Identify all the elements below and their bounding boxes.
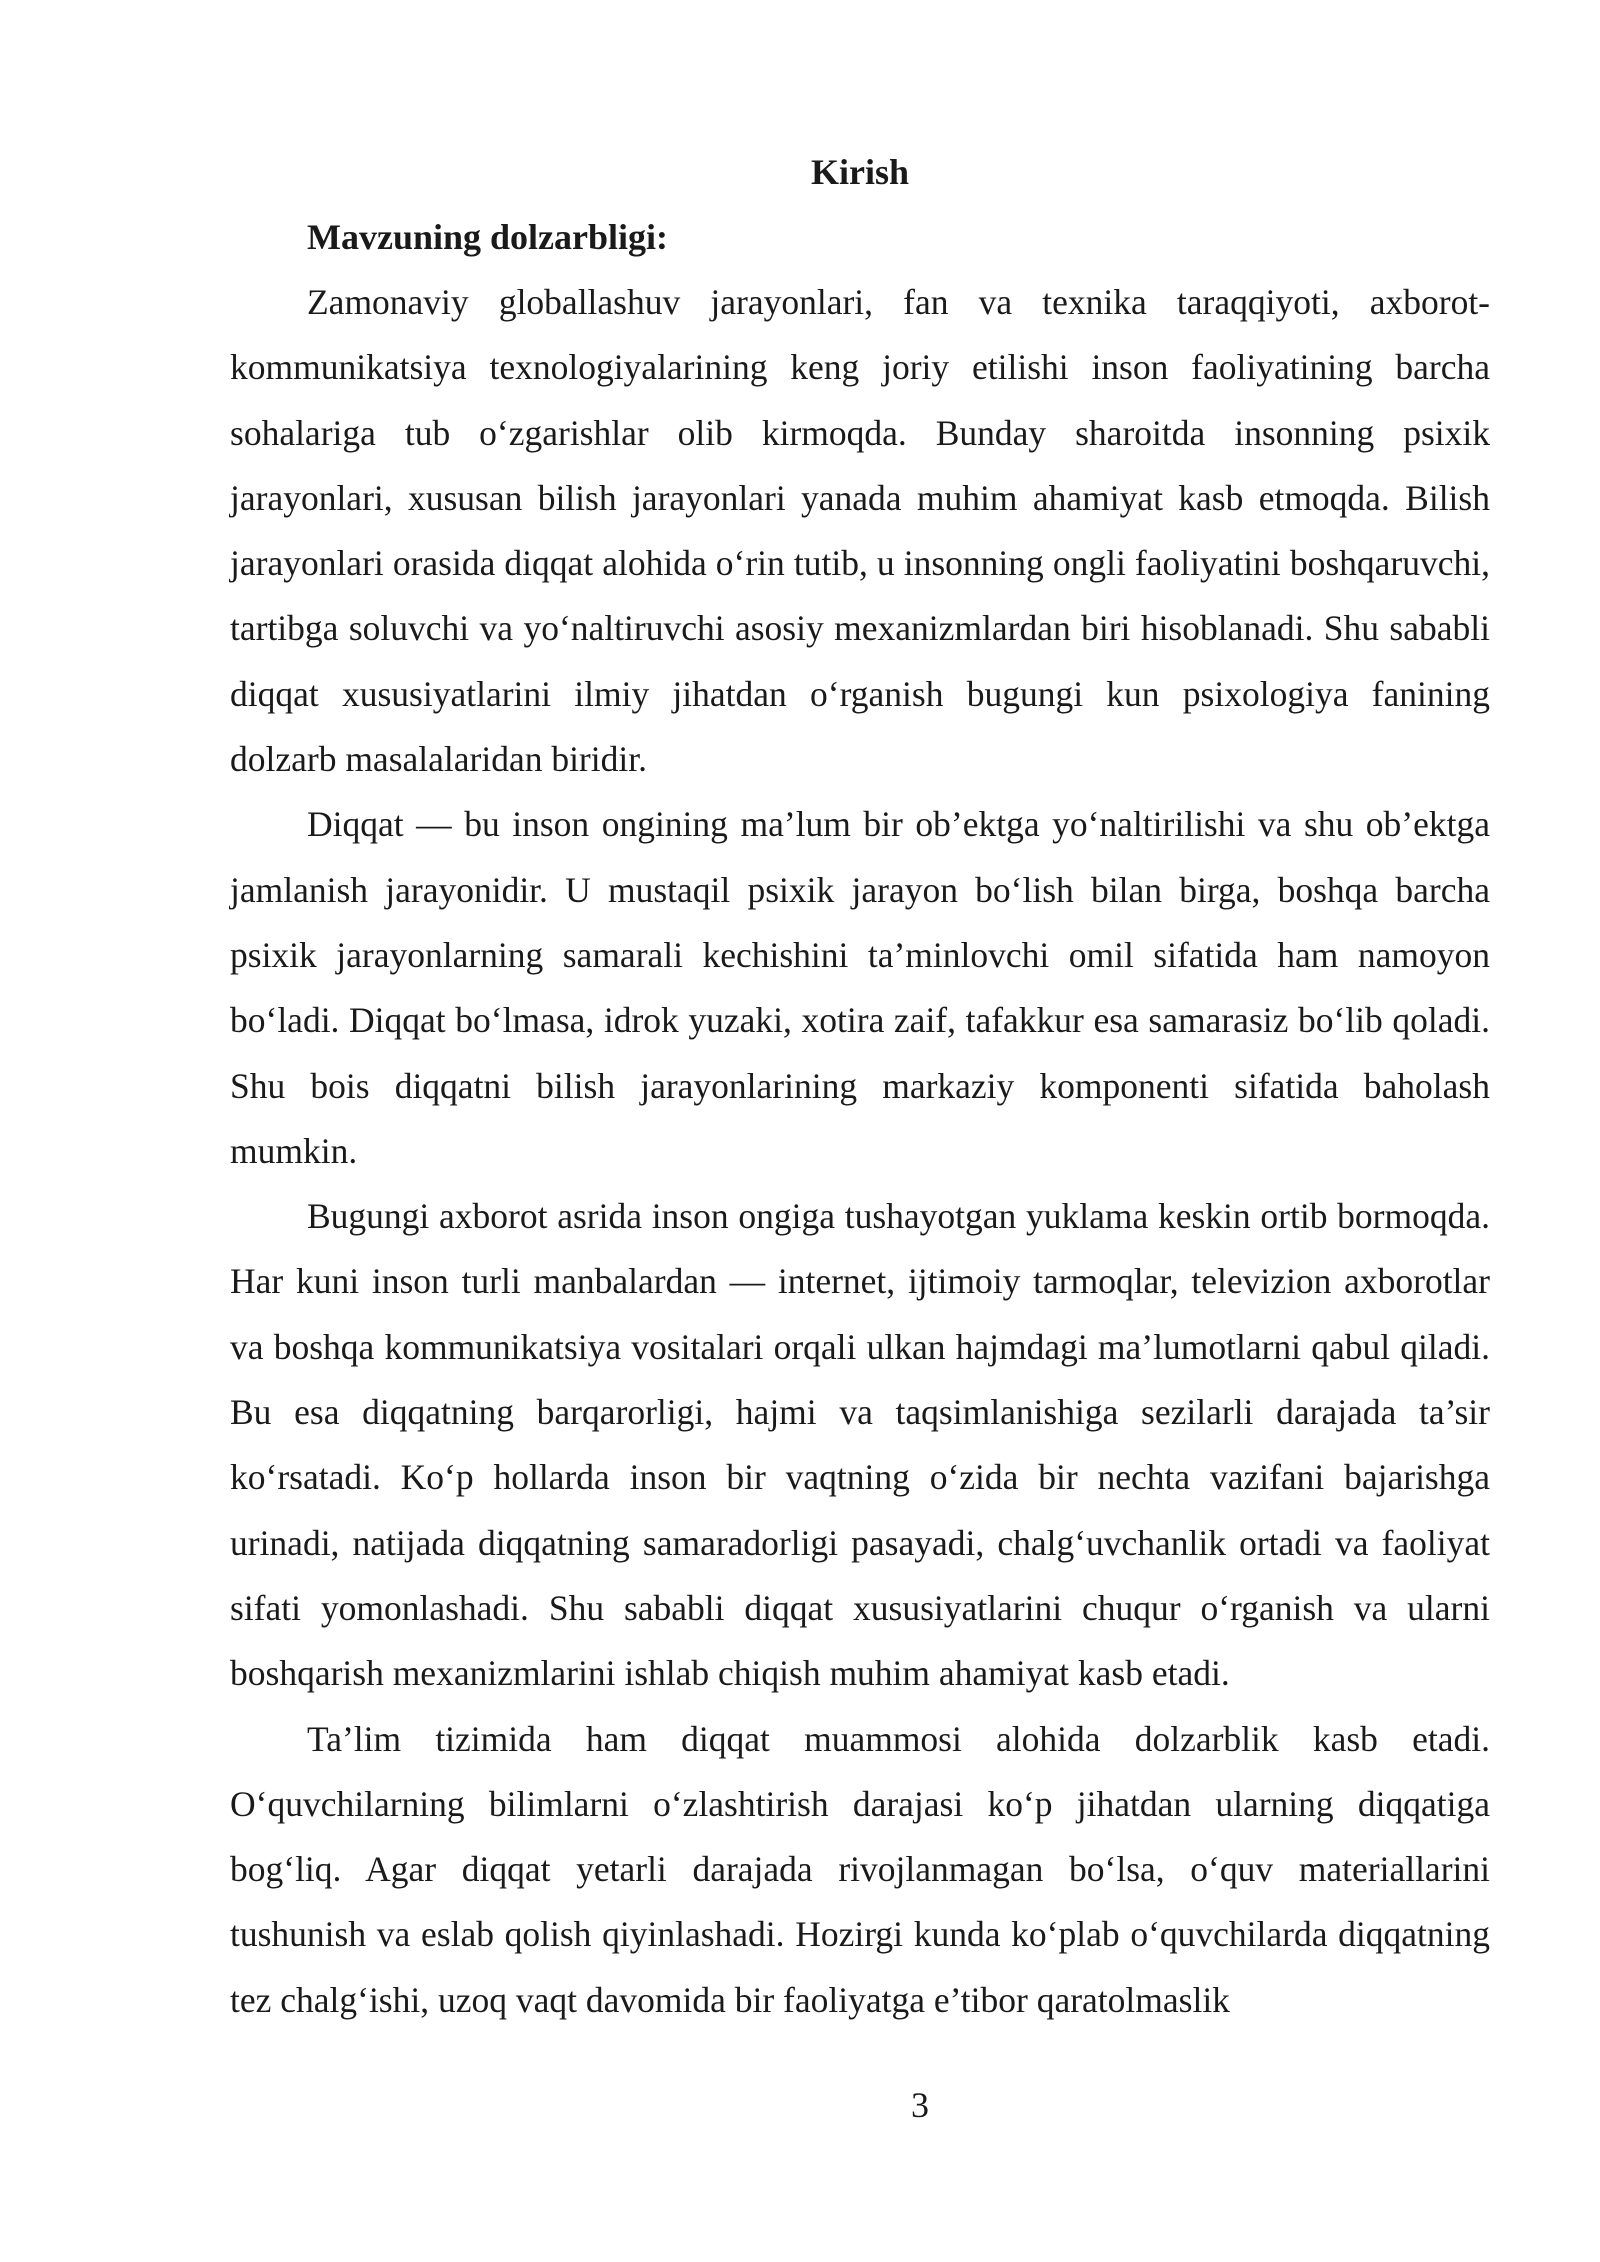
paragraph-2: Diqqat — bu inson ongining ma’lum bir ob’ektga yo‘naltirilishi va shu ob’ektga jamlanish jarayonidir. U mustaqil psixik jarayon bo‘lish bilan birga, boshqa barcha psixik jarayonlarning samarali kechishini ta’minlovchi omil sifatida ham namoyon bo‘ladi. Diqqat bo‘lmasa, idrok yuzaki, xotira zaif, tafakkur esa samarasiz bo‘lib qoladi. Shu bois diqqatni bilish jarayonlarining markaziy komponenti sifatida baholash mumkin. <box>230 804 1490 1171</box>
paragraph-3: Bugungi axborot asrida inson ongiga tushayotgan yuklama keskin ortib bormoqda. Har kuni inson turli manbalardan — internet, ijtimoiy tarmoqlar, televizion axborotlar va boshqa kommunikatsiya vositalari orqali ulkan hajmdagi ma’lumotlarni qabul qiladi. Bu esa diqqatning barqarorligi, hajmi va taqsimlanishiga sezilarli darajada ta’sir ko‘rsatadi. Ko‘p hollarda inson bir vaqtning o‘zida bir nechta vazifani bajarishga urinadi, natijada diqqatning samaradorligi pasayadi, chalg‘uvchanlik ortadi va faoliyat sifati yomonlashadi. Shu sababli diqqat xususiyatlarini chuqur o‘rganish va ularni boshqarish mexanizmlarini ishlab chiqish muhim ahamiyat kasb etadi. <box>230 1196 1490 1694</box>
document-page <box>230 140 1490 2033</box>
page-number: 3 <box>911 2085 929 2125</box>
paragraph-4: Ta’lim tizimida ham diqqat muammosi alohida dolzarblik kasb etadi. O‘quvchilarning bilimlarni o‘zlashtirish darajasi ko‘p jihatdan ularning diqqatiga bog‘liq. Agar diqqat yetarli darajada rivojlanmagan bo‘lsa, o‘quv materiallarini tushunish va eslab qolish qiyinlashadi. Hozirgi kunda ko‘plab o‘quvchilarda diqqatning tez chalg‘ishi, uzoq vaqt davomida bir faoliyatga e’tibor qaratolmaslik <box>230 1718 1490 2020</box>
paragraph-1: Zamonaviy globallashuv jarayonlari, fan va texnika taraqqiyoti, axborot-kommunikatsiya texnologiyalarining keng joriy etilishi inson faoliyatining barcha sohalariga tub o‘zgarishlar olib kirmoqda. Bunday sharoitda insonning psixik jarayonlari, xususan bilish jarayonlari yanada muhim ahamiyat kasb etmoqda. Bilish jarayonlari orasida diqqat alohida o‘rin tutib, u insonning ongli faoliyatini boshqaruvchi, tartibga soluvchi va yo‘naltiruvchi asosiy mexanizmlardan biri hisoblanadi. Shu sababli diqqat xususiyatlarini ilmiy jihatdan o‘rganish bugungi kun psixologiya fanining dolzarb masalalaridan biridir. <box>230 282 1490 780</box>
section-heading: Mavzuning dolzarbligi: <box>307 217 669 257</box>
document-title: Kirish <box>810 152 909 192</box>
